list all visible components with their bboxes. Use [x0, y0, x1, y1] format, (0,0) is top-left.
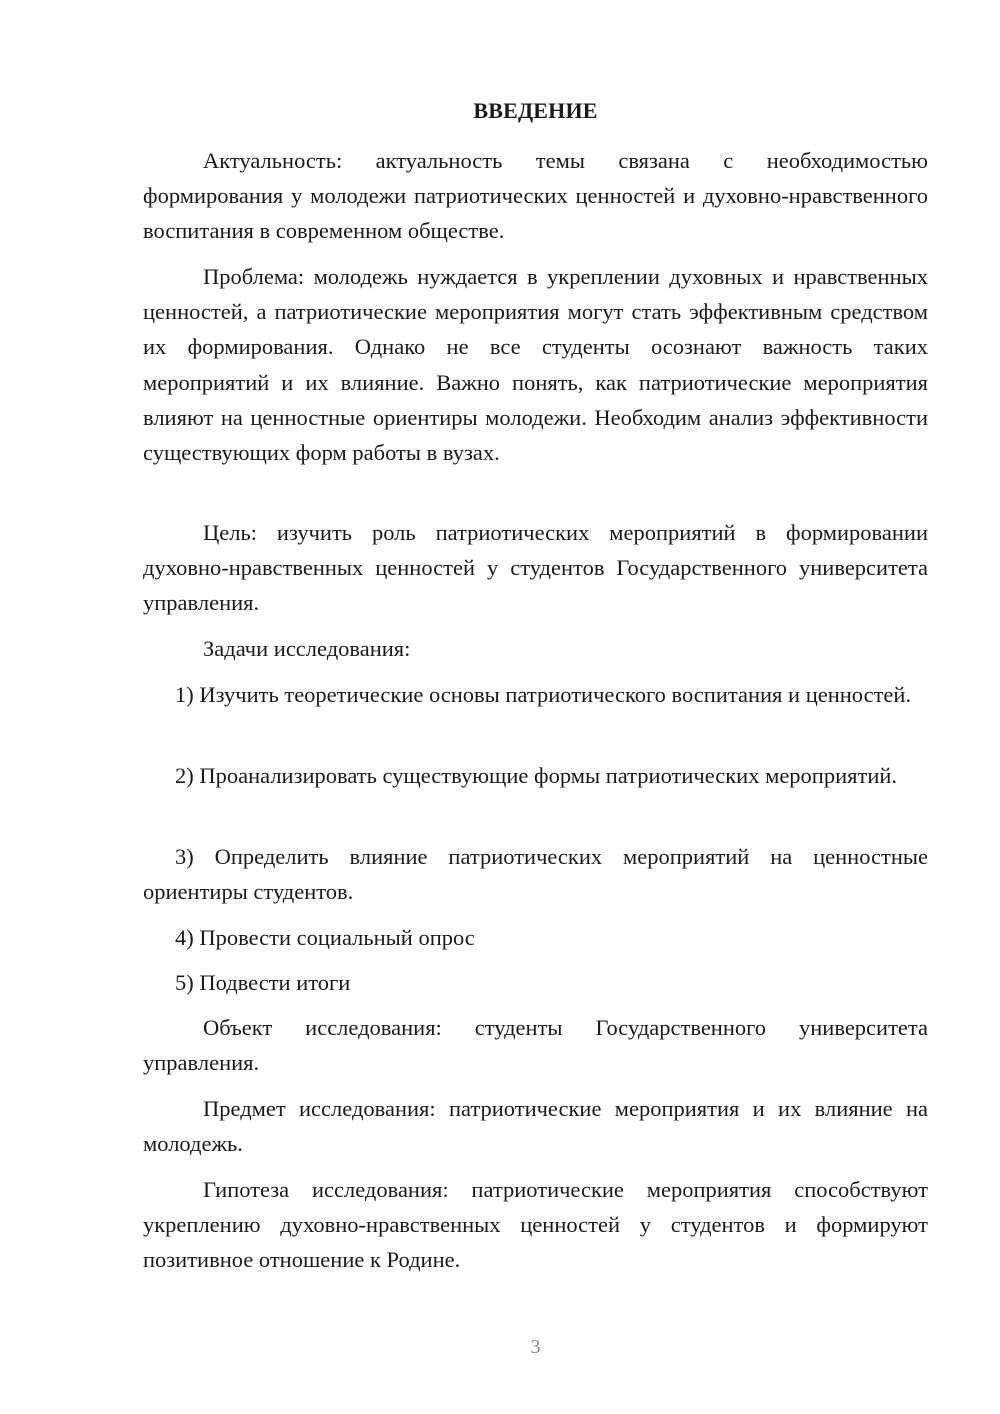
problem-paragraph: Проблема: молодежь нуждается в укреплении духовных и нравственных ценностей, а патриотические мероприятия могут стать эффективным средством их формирования. Однако не все студенты осознают важность таких мероприятий и их влияние. Важно понять, как патриотические мероприятия влияют на ценностные ориентиры молодежи. Необходим анализ эффективности существующих форм работы в вузах.	[143, 264, 928, 466]
hypothesis-paragraph: Гипотеза исследования: патриотические мероприятия способствуют укреплению духовно-нравственных ценностей у студентов и формируют позитивное отношение к Родине.	[143, 1177, 928, 1273]
goal-paragraph: Цель: изучить роль патриотических мероприятий в формировании духовно-нравственных ценностей у студентов Государственного университета управления.	[143, 520, 928, 616]
task-item-3: 3) Определить влияние патриотических мероприятий на ценностные ориентиры студентов.	[143, 844, 928, 905]
subject-paragraph: Предмет исследования: патриотические мероприятия и их влияние на молодежь.	[143, 1096, 928, 1157]
tasks-heading: Задачи исследования:	[203, 636, 411, 661]
relevance-paragraph: Актуальность: актуальность темы связана с необходимостью формирования у молодежи патриотических ценностей и духовно-нравственного воспитания в современном обществе.	[143, 148, 928, 244]
section-title: ВВЕДЕНИЕ	[473, 98, 598, 123]
task-item-4: 4) Провести социальный опрос	[175, 925, 475, 950]
page-number: 3	[530, 1336, 541, 1358]
task-item-5: 5) Подвести итоги	[175, 970, 351, 995]
task-item-1: 1) Изучить теоретические основы патриотического воспитания и ценностей.	[175, 682, 912, 707]
task-item-2: 2) Проанализировать существующие формы патриотических мероприятий.	[175, 763, 898, 788]
object-paragraph: Объект исследования: студенты Государственного университета управления.	[143, 1015, 928, 1076]
document-page	[143, 0, 928, 1414]
